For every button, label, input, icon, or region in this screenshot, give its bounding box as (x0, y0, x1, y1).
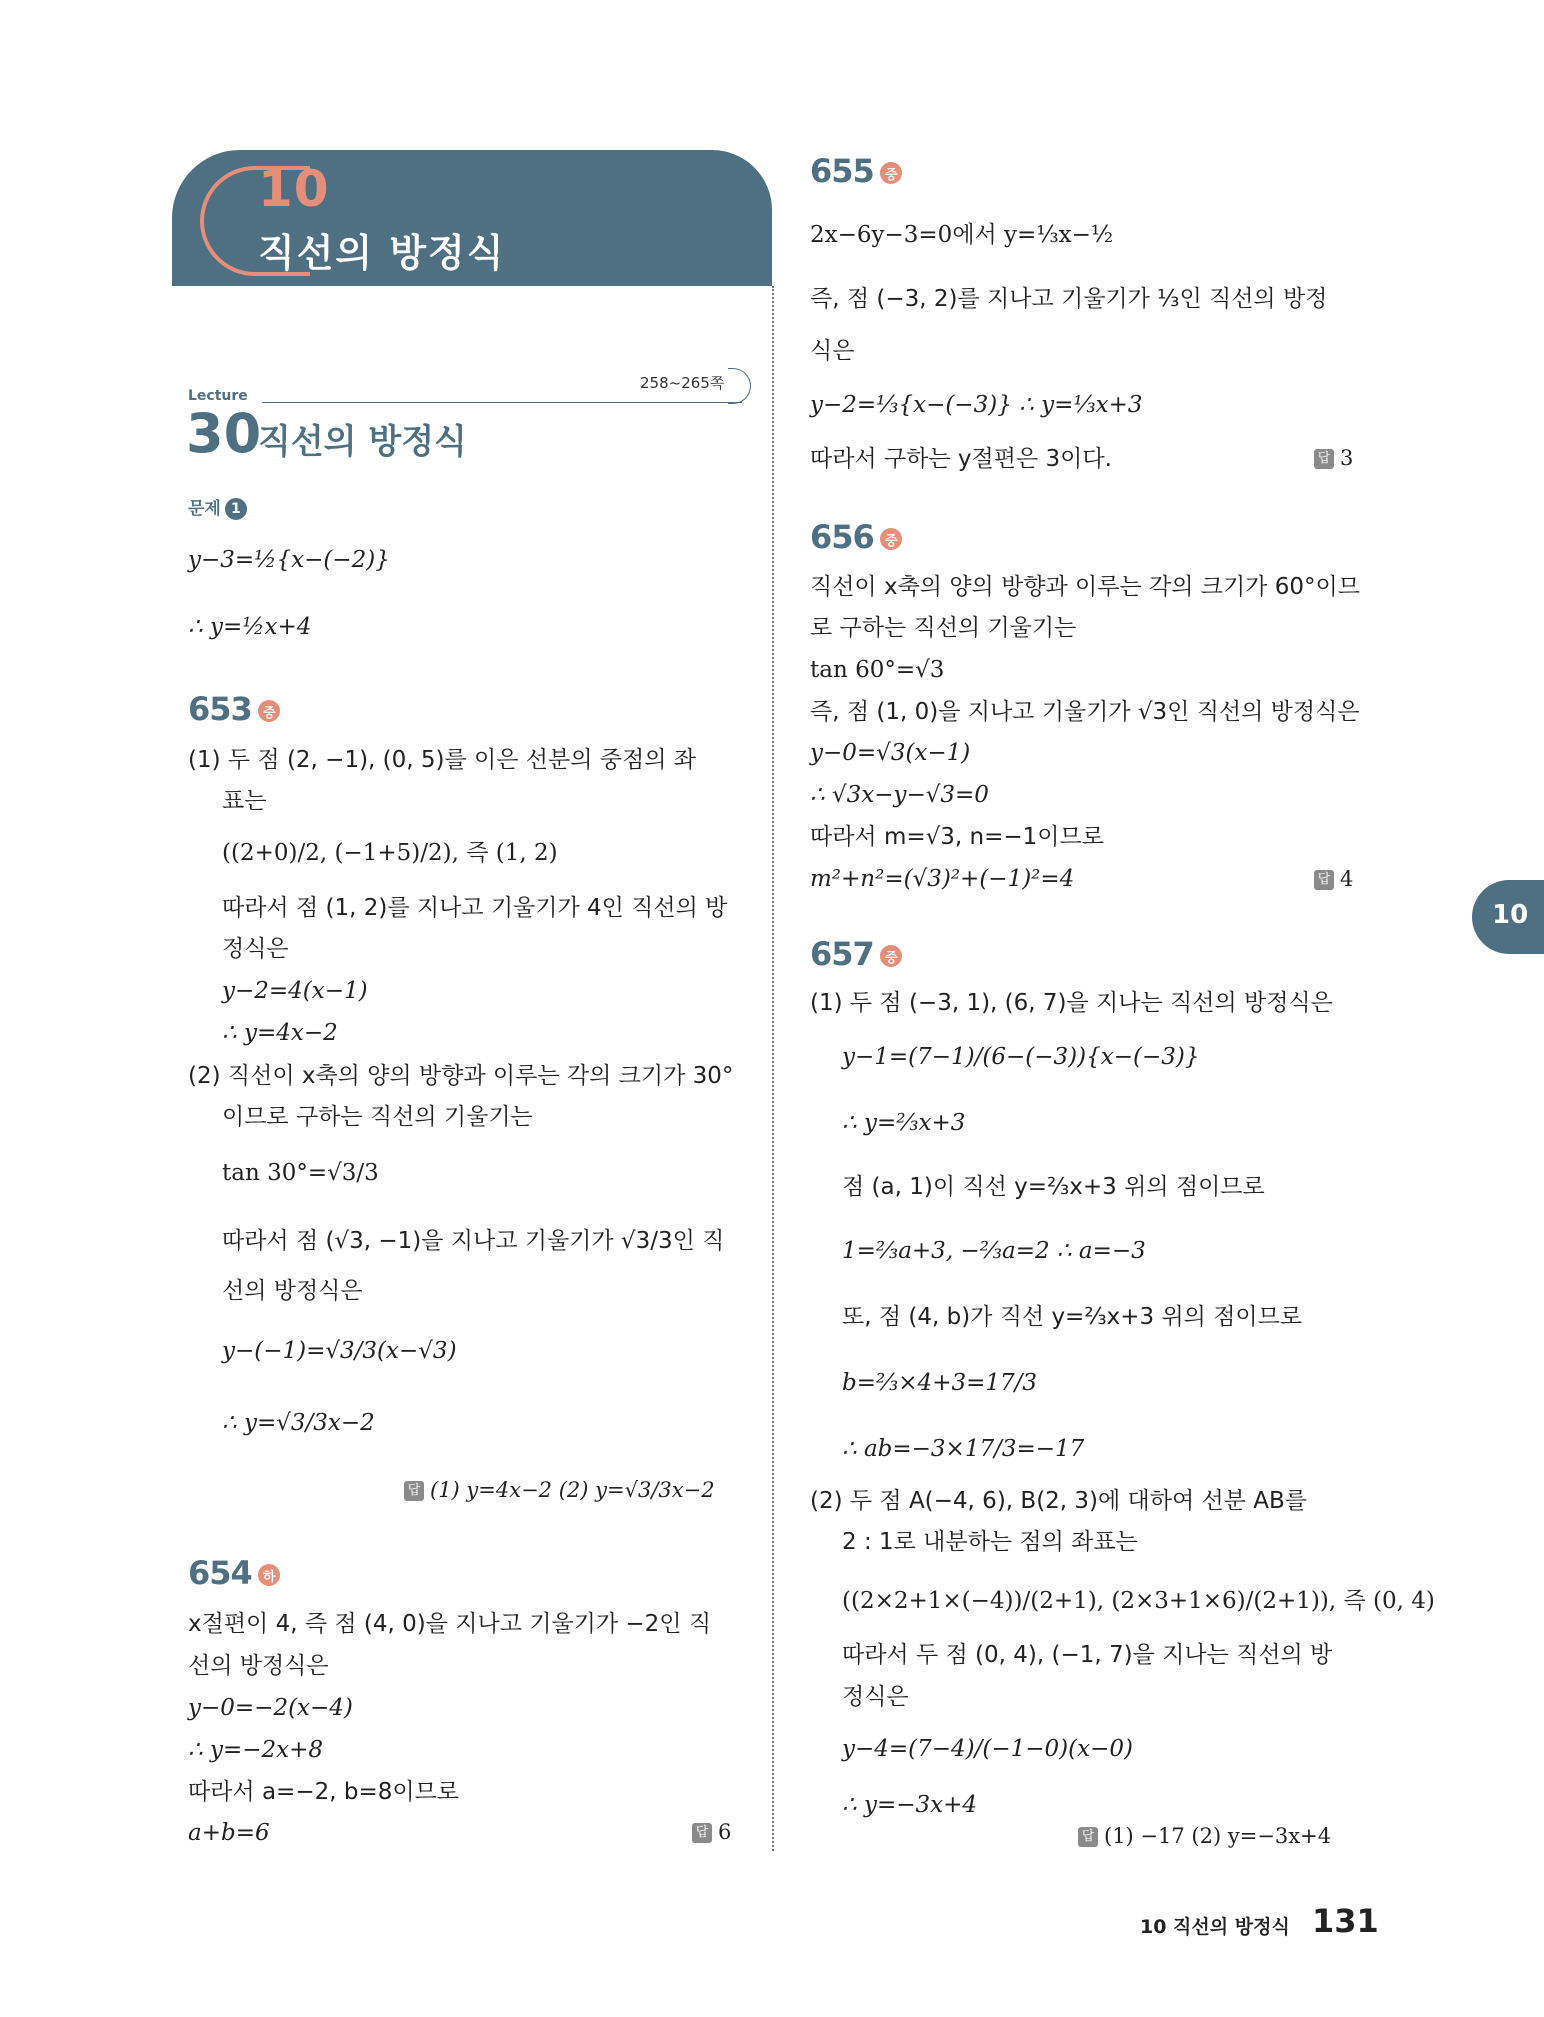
answer-text: (1) −17 (2) y=−3x+4 (1104, 1824, 1332, 1848)
solution-line: 따라서 구하는 y절편은 3이다. (810, 446, 1112, 472)
page-number: 131 (1312, 1902, 1379, 1940)
chapter-number: 10 (258, 160, 330, 218)
problem-number-text: 655 (810, 152, 874, 190)
solution-line: 따라서 a=−2, b=8이므로 (188, 1779, 460, 1805)
side-tab-label: 10 (1492, 900, 1529, 930)
level-badge: 중 (880, 945, 902, 967)
solution-line: a+b=6 (188, 1820, 270, 1846)
answer (404, 1478, 715, 1502)
solution-line: y−2=4(x−1) (222, 978, 368, 1004)
answer-text: 6 (718, 1820, 732, 1844)
answer (1078, 1824, 1331, 1848)
lecture-number: 30 (186, 402, 262, 465)
solution-line: 정식은 (222, 936, 289, 962)
answer-mark-icon: 답 (692, 1823, 712, 1843)
answer (1314, 867, 1353, 891)
solution-line: 따라서 점 (1, 2)를 지나고 기울기가 4인 직선의 방 (222, 895, 728, 921)
solution-line: ∴ ab=−3×17/3=−17 (842, 1436, 1085, 1462)
lecture-curve-decoration (728, 368, 751, 404)
solution-line: 2x−6y−3=0에서 y=⅓x−½ (810, 222, 1114, 248)
solution-line: 따라서 두 점 (0, 4), (−1, 7)을 지나는 직선의 방 (842, 1642, 1333, 1668)
solution-line: ∴ y=½x+4 (188, 614, 312, 640)
solution-line: 1=⅔a+3, −⅔a=2 ∴ a=−3 (842, 1238, 1146, 1264)
problem-number (188, 690, 280, 728)
solution-line: y−0=−2(x−4) (188, 1695, 353, 1721)
lecture-rule (262, 402, 742, 403)
solution-line: 직선이 x축의 양의 방향과 이루는 각의 크기가 60°이므 (810, 574, 1360, 600)
chapter-title: 직선의 방정식 (258, 231, 506, 275)
level-badge: 중 (880, 162, 902, 184)
solution-line: 선의 방정식은 (222, 1278, 363, 1304)
answer-text: 4 (1340, 867, 1354, 891)
lecture-title: 직선의 방정식 (258, 422, 467, 462)
answer-mark-icon: 답 (404, 1481, 424, 1501)
solution-line: ∴ √3x−y−√3=0 (810, 782, 989, 808)
problem-number (188, 1554, 280, 1592)
problem-number-text: 653 (188, 690, 252, 728)
answer-mark-icon: 답 (1314, 449, 1334, 469)
solution-line: ((2×2+1×(−4))/(2+1), (2×3+1×6)/(2+1)), 즉 (0, 4) (842, 1588, 1435, 1614)
solution-line: y−1=(7−1)/(6−(−3)){x−(−3)} (842, 1044, 1200, 1070)
problem-label-text: 문제 (188, 499, 221, 519)
problem-number-text: 654 (188, 1554, 252, 1592)
solution-line: 로 구하는 직선의 기울기는 (810, 615, 1077, 641)
solution-line: 따라서 m=√3, n=−1이므로 (810, 824, 1104, 850)
solution-line: 따라서 점 (√3, −1)을 지나고 기울기가 √3/3인 직 (222, 1228, 725, 1254)
answer (692, 1820, 731, 1844)
solution-line: ((2+0)/2, (−1+5)/2), 즉 (1, 2) (222, 840, 558, 866)
solution-line: ∴ y=⅔x+3 (842, 1110, 966, 1136)
answer-text: 3 (1340, 446, 1354, 470)
solution-line: m²+n²=(√3)²+(−1)²=4 (810, 866, 1075, 892)
solution-line: 이므로 구하는 직선의 기울기는 (222, 1104, 533, 1130)
solution-line: b=⅔×4+3=17/3 (842, 1370, 1038, 1396)
solution-line: y−2=⅓{x−(−3)} ∴ y=⅓x+3 (810, 392, 1143, 418)
solution-line: ∴ y=−2x+8 (188, 1737, 323, 1763)
solution-line: 또, 점 (4, b)가 직선 y=⅔x+3 위의 점이므로 (842, 1304, 1303, 1330)
solution-line: x절편이 4, 즉 점 (4, 0)을 지나고 기울기가 −2인 직 (188, 1611, 712, 1637)
solution-line: 식은 (810, 338, 855, 364)
answer-mark-icon: 답 (1078, 1827, 1098, 1847)
solution-line: 즉, 점 (−3, 2)를 지나고 기울기가 ⅓인 직선의 방정 (810, 286, 1328, 312)
answer-mark-icon: 답 (1314, 870, 1334, 890)
problem-number-badge: 1 (225, 498, 247, 520)
solution-line: (2) 직선이 x축의 양의 방향과 이루는 각의 크기가 30° (188, 1063, 734, 1089)
level-badge: 하 (258, 1564, 280, 1586)
level-badge: 중 (258, 700, 280, 722)
answer (1314, 446, 1353, 470)
solution-line: 2 : 1로 내분하는 점의 좌표는 (842, 1529, 1138, 1555)
problem-number (810, 152, 902, 190)
solution-line: 점 (a, 1)이 직선 y=⅔x+3 위의 점이므로 (842, 1174, 1265, 1200)
solution-line: tan 60°=√3 (810, 657, 945, 683)
solution-line: 정식은 (842, 1684, 909, 1710)
solution-line: 표는 (222, 788, 267, 814)
solution-line: 즉, 점 (1, 0)을 지나고 기울기가 √3인 직선의 방정식은 (810, 699, 1360, 725)
solution-line: ∴ y=−3x+4 (842, 1792, 977, 1818)
solution-line: (1) 두 점 (−3, 1), (6, 7)을 지나는 직선의 방정식은 (810, 990, 1333, 1016)
level-badge: 중 (880, 528, 902, 550)
solution-line: (1) 두 점 (2, −1), (0, 5)를 이은 선분의 중점의 좌 (188, 747, 696, 773)
solution-line: 선의 방정식은 (188, 1653, 329, 1679)
solution-line: ∴ y=√3/3x−2 (222, 1410, 375, 1436)
problem-number (810, 518, 902, 556)
column-divider (772, 286, 774, 1851)
problem-number-text: 657 (810, 935, 874, 973)
solution-line: ∴ y=4x−2 (222, 1020, 338, 1046)
answer-text: (1) y=4x−2 (2) y=√3/3x−2 (430, 1478, 715, 1502)
solution-line: y−0=√3(x−1) (810, 740, 971, 766)
problem-number (810, 935, 902, 973)
lecture-word: Lecture (188, 388, 248, 404)
problem-label (188, 494, 247, 520)
problem-number-text: 656 (810, 518, 874, 556)
chapter-side-tab (1472, 880, 1544, 954)
footer-chapter-title: 10 직선의 방정식 (1140, 1916, 1290, 1938)
solution-line: y−(−1)=√3/3(x−√3) (222, 1338, 457, 1364)
solution-line: tan 30°=√3/3 (222, 1160, 379, 1186)
solution-line: y−3=½{x−(−2)} (188, 547, 390, 573)
solution-line: y−4=(7−4)/(−1−0)(x−0) (842, 1736, 1133, 1762)
solution-line: (2) 두 점 A(−4, 6), B(2, 3)에 대하여 선분 AB를 (810, 1488, 1307, 1514)
lecture-pages: 258~265쪽 (640, 374, 725, 392)
